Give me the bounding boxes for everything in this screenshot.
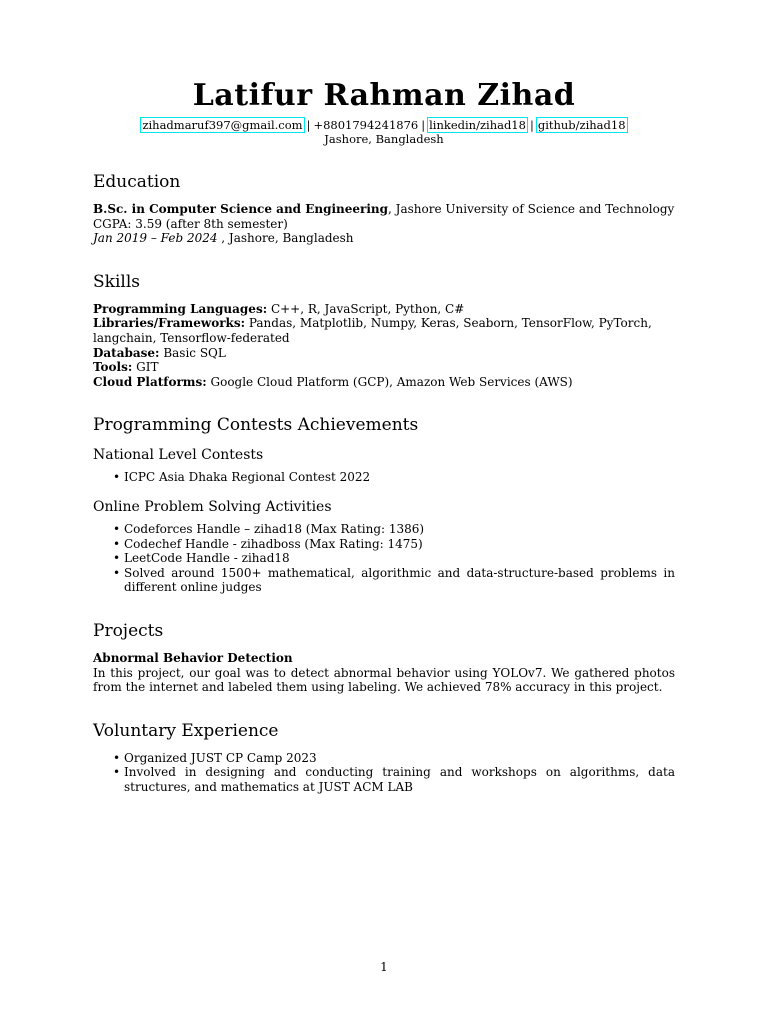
education-dates-line	[93, 231, 675, 246]
skill-value: C++, R, JavaScript, Python, C#	[267, 301, 465, 316]
education-dates: Jan 2019 – Feb 2024	[93, 231, 218, 246]
contact-line	[93, 118, 675, 132]
list-item: • Organized JUST CP Camp 2023	[124, 751, 675, 766]
skills-list	[93, 302, 675, 390]
skill-label: Programming Languages:	[93, 301, 268, 316]
skill-label: Cloud Platforms:	[93, 374, 207, 389]
skill-value: GIT	[132, 360, 159, 375]
skill-value: Google Cloud Platform (GCP), Amazon Web Services (AWS)	[206, 374, 573, 389]
skill-row	[93, 360, 675, 375]
resume-page	[93, 78, 675, 794]
skill-row	[93, 302, 675, 317]
online-activities-list	[93, 522, 675, 595]
subsection-title-online: Online Problem Solving Activities	[93, 498, 332, 515]
skill-row	[93, 375, 675, 390]
phone-number: +8801794241876	[313, 118, 419, 132]
skill-value: Pandas, Matplotlib, Numpy, Keras, Seaborn, TensorFlow, PyTorch, langchain, Tensorflow-federated	[93, 316, 652, 345]
list-item: • LeetCode Handle - zihad18	[124, 551, 675, 566]
project-description: In this project, our goal was to detect abnormal behavior using YOLOv7. We gathered photos from the internet and labeled them using labeling. We achieved 78% accuracy in this project.	[93, 665, 675, 695]
degree-name: B.Sc. in Computer Science and Engineering	[93, 202, 389, 216]
list-item: • Codeforces Handle – zihad18 (Max Rating: 1386)	[124, 522, 675, 537]
national-contests-list	[93, 470, 675, 485]
email-link[interactable]: zihadmaruf397@gmail.com	[142, 118, 303, 132]
section-title-skills: Skills	[93, 271, 140, 292]
linkedin-link[interactable]: linkedin/zihad18	[429, 118, 526, 132]
skill-label: Tools:	[93, 360, 133, 375]
skill-label: Libraries/Frameworks:	[93, 316, 246, 331]
location: Jashore, Bangladesh	[324, 132, 444, 146]
contact-separator: |	[529, 118, 534, 132]
education-place: , Jashore, Bangladesh	[217, 231, 354, 246]
skill-value: Basic SQL	[159, 345, 226, 360]
education-degree-line	[93, 202, 675, 217]
section-title-contests: Programming Contests Achievements	[93, 415, 419, 436]
contact-separator: |	[421, 118, 426, 132]
resume-name: Latifur Rahman Zihad	[192, 78, 576, 113]
contact-separator: |	[306, 118, 311, 132]
skill-row	[93, 346, 675, 361]
subsection-title-national: National Level Contests	[93, 447, 264, 464]
project-title: Abnormal Behavior Detection	[93, 650, 293, 665]
skill-label: Database:	[93, 345, 160, 360]
section-title-education: Education	[93, 172, 181, 192]
list-item: • Solved around 1500+ mathematical, algorithmic and data-structure-based problems in different online judges	[124, 566, 675, 595]
education-cgpa: CGPA: 3.59 (after 8th semester)	[93, 216, 288, 231]
list-item: • Codechef Handle - zihadboss (Max Rating: 1475)	[124, 537, 675, 552]
section-title-voluntary: Voluntary Experience	[93, 720, 279, 741]
institution-name: , Jashore University of Science and Technology	[388, 202, 675, 216]
skill-row	[93, 316, 675, 345]
page-number: 1	[380, 960, 388, 974]
github-link[interactable]: github/zihad18	[537, 118, 626, 132]
section-title-projects: Projects	[93, 620, 164, 641]
list-item: • ICPC Asia Dhaka Regional Contest 2022	[124, 470, 675, 485]
voluntary-list	[93, 751, 675, 795]
list-item: • Involved in designing and conducting training and workshops on algorithms, data structures, and mathematics at JUST ACM LAB	[124, 765, 675, 794]
